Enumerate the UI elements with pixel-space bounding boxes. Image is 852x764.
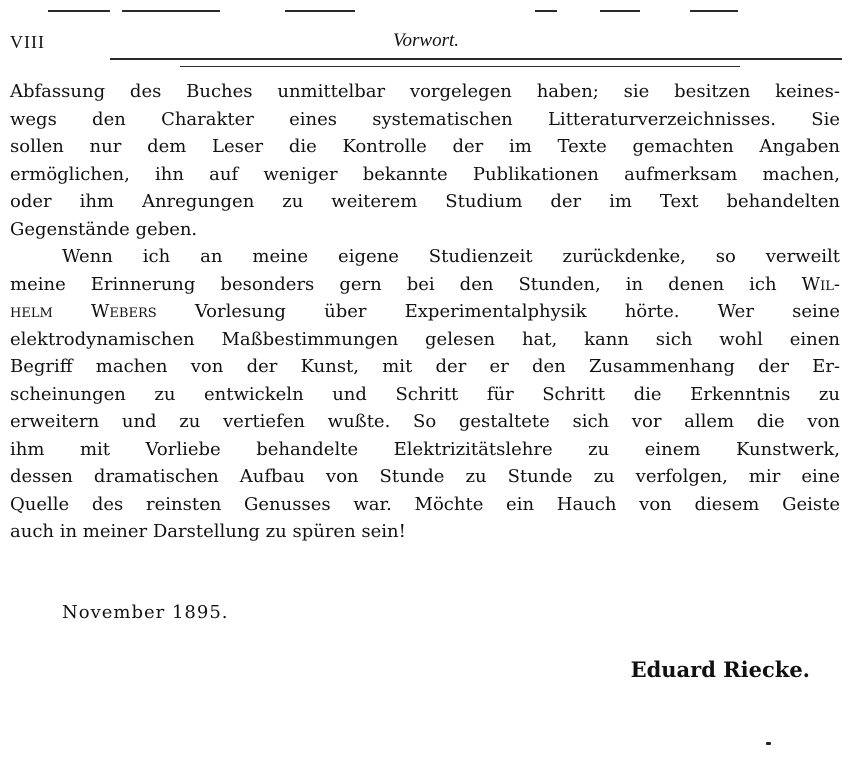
person-name: Wil- (801, 273, 840, 295)
top-rule-segment (600, 10, 640, 12)
top-rule-segment (48, 10, 110, 12)
page-number: VIII (10, 32, 45, 52)
text-line: auch in meiner Darstellung zu spüren sein! (10, 521, 406, 542)
header-rule (110, 58, 842, 60)
text-line (10, 298, 840, 326)
author-signature: Eduard Riecke. (630, 657, 810, 682)
text-line: Quelle des reinsten Genusses war. Möchte ein Hauch von diesem Geiste (10, 493, 840, 515)
date-line: November 1895. (62, 602, 229, 623)
body-text (10, 78, 840, 546)
running-title: Vorwort. (393, 30, 459, 51)
text-line: erweitern und zu vertiefen wußte. So gestaltete sich vor allem die von (10, 411, 840, 432)
text-line: wegs den Charakter eines systematischen Litteraturverzeichnisses. Sie (10, 108, 840, 130)
text-line-content: Wenn ich an meine eigene Studienzeit zurückdenke, so verweilt (62, 246, 840, 267)
text-line: elektrodynamischen Maßbestimmungen gelesen hat, kann sich wohl einen (10, 328, 840, 350)
text-line (10, 271, 840, 299)
top-rule-segment (285, 10, 355, 12)
top-rule-segment (122, 10, 220, 12)
text-line-content: Vorlesung über Experimentalphysik hörte. Wer seine (194, 301, 840, 322)
top-rule-segment (690, 10, 738, 12)
top-rule-segment (535, 10, 557, 12)
text-line: Abfassung des Buches unmittelbar vorgelegen haben; sie besitzen keines- (10, 81, 840, 102)
person-name: helm Webers (10, 301, 157, 322)
text-line: Begriff machen von der Kunst, mit der er den Zusammenhang der Er- (10, 356, 840, 377)
text-line (10, 243, 840, 271)
text-line: ermöglichen, ihn auf weniger bekannte Publikationen aufmerksam machen, (10, 163, 840, 185)
text-line: dessen dramatischen Aufbau von Stunde zu Stunde zu verfolgen, mir eine (10, 466, 840, 487)
text-line: ihm mit Vorliebe behandelte Elektrizitätslehre zu einem Kunstwerk, (10, 438, 840, 460)
text-line: scheinungen zu entwickeln und Schritt für Schritt die Erkenntnis zu (10, 383, 840, 405)
ink-speck (766, 742, 771, 745)
text-line: oder ihm Anregungen zu weiterem Studium der im Text behandelten (10, 191, 840, 212)
text-line: Gegenstände geben. (10, 218, 198, 240)
text-line: sollen nur dem Leser die Kontrolle der im Texte gemachten Angaben (10, 136, 840, 157)
header-rule-secondary (180, 66, 740, 67)
text-line-content: meine Erinnerung besonders gern bei den Stunden, in denen ich (10, 273, 777, 295)
